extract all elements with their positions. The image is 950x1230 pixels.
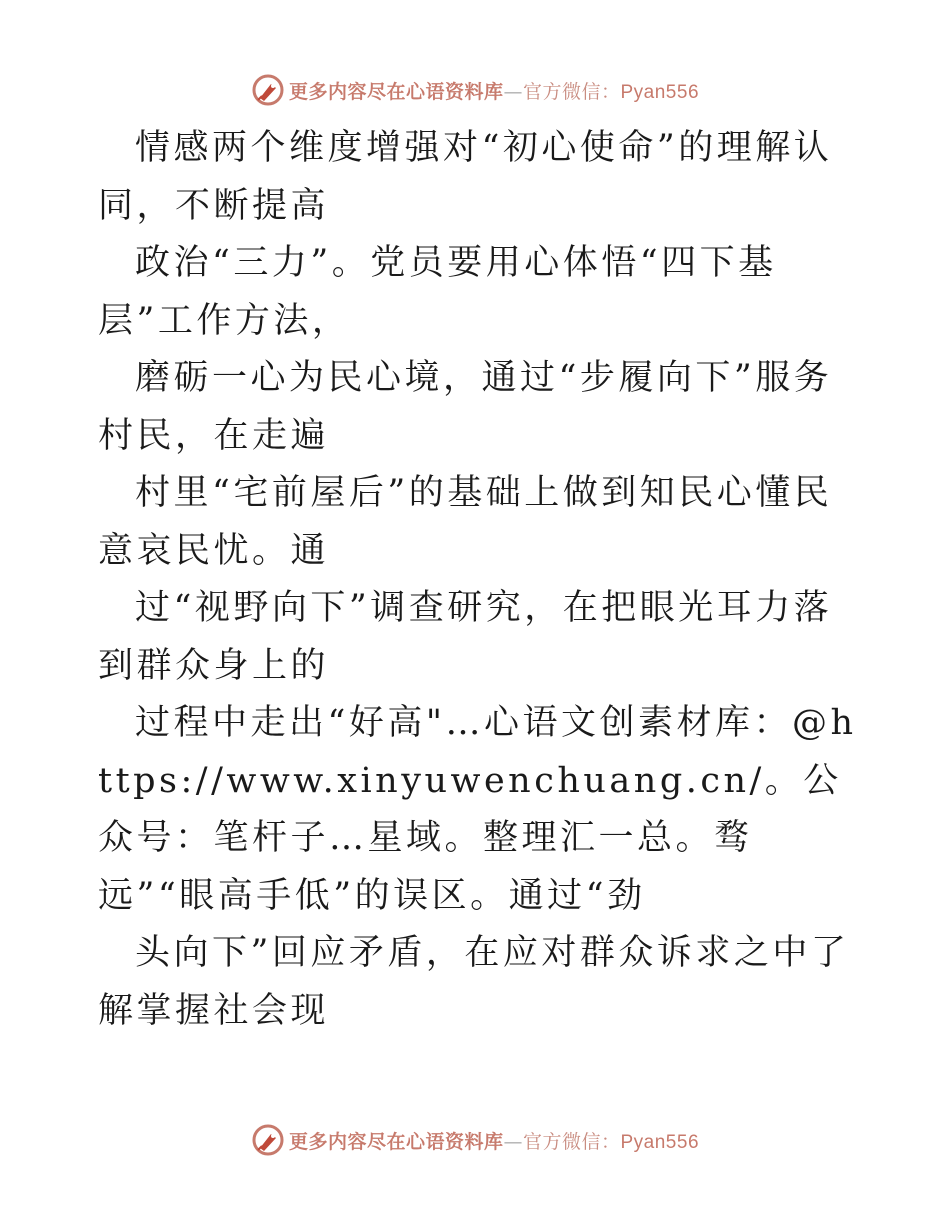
paragraph: 政治“三力”。党员要用心体悟“四下基层”工作方法， [98, 243, 777, 341]
pen-nib-logo-icon [251, 73, 285, 107]
header-watermark-banner [0, 70, 950, 110]
document-body [98, 120, 858, 1040]
footer-banner-main: 更多内容尽在心语资料库 [288, 1130, 504, 1153]
footer-banner-text [289, 1127, 699, 1154]
footer-watermark-banner [0, 1120, 950, 1160]
header-banner-text [289, 77, 699, 104]
pen-nib-logo-icon [251, 1123, 285, 1157]
footer-banner-wechat: 官方微信： [522, 1130, 621, 1153]
paragraph: 过“视野向下”调查研究，在把眼光耳力落到群众身上的 [98, 588, 833, 686]
paragraph: 磨砺一心为民心境，通过“步履向下”服务村民，在走遍 [98, 358, 833, 456]
header-banner-dash: — [503, 80, 523, 103]
header-banner-main: 更多内容尽在心语资料库 [288, 80, 504, 103]
paragraph: 村里“宅前屋后”的基础上做到知民心懂民意哀民忧。通 [98, 473, 833, 571]
header-banner-wechat: 官方微信： [522, 80, 621, 103]
paragraph: 过程中走出“好高"…心语文创素材库：@https://www.xinyuwenchuang.cn/。公众号：笔杆子…星域。整理汇一总。骛远”“眼高手低”的误区。通过“劲 [98, 703, 857, 916]
footer-banner-id: Pyan556 [620, 1131, 700, 1153]
footer-banner-dash: — [503, 1130, 523, 1153]
header-banner-id: Pyan556 [620, 81, 700, 103]
paragraph: 情感两个维度增强对“初心使命”的理解认同，不断提高 [98, 128, 833, 226]
paragraph: 头向下”回应矛盾，在应对群众诉求之中了解掌握社会现 [98, 933, 850, 1031]
